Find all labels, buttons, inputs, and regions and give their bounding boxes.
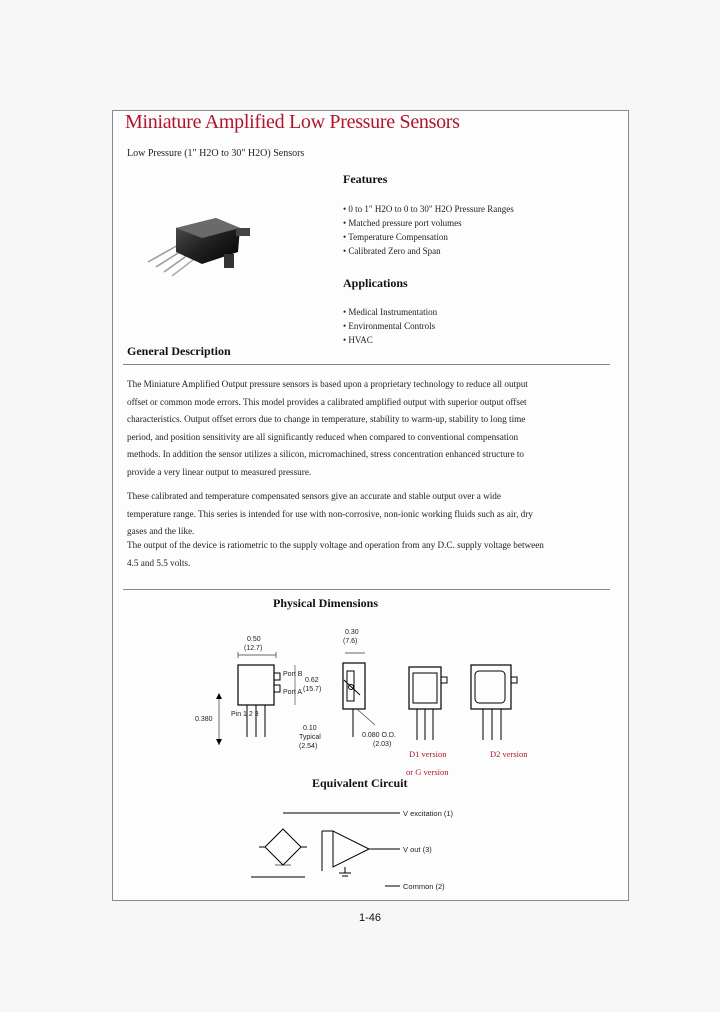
version-label-d1: D1 version bbox=[409, 749, 447, 759]
divider bbox=[123, 364, 610, 365]
applications-heading: Applications bbox=[343, 276, 408, 290]
dim-lead-length: 0.380 bbox=[195, 716, 213, 723]
description-paragraph: The Miniature Amplified Output pressure sensors is based upon a proprietary technology to reduce all output offset or common mode errors. This model provides a calibrated amplified output with superior output offset characteristics. Output offset errors due to change in temperature, stability to warm-up, stability to long time period, and position sensitivity are all significantly reduced when compared to conventional compensation methods. In addition the sensor utilizes a silicon, micromachined, stress concentration enhanced structure to provide a very linear output to measured pressure. bbox=[127, 379, 528, 477]
port-a-label: Port A bbox=[283, 689, 303, 696]
port-b-label: Port B bbox=[283, 671, 303, 678]
document-title: Miniature Amplified Low Pressure Sensors bbox=[125, 111, 460, 133]
general-description-heading: General Description bbox=[127, 344, 231, 358]
list-item: • Calibrated Zero and Span bbox=[343, 246, 441, 256]
equivalent-circuit-diagram bbox=[245, 805, 410, 890]
dim-width-mm: (12.7) bbox=[244, 645, 263, 652]
features-list bbox=[343, 202, 514, 258]
list-item: • HVAC bbox=[343, 335, 373, 345]
dim-typical: Typical bbox=[299, 734, 321, 741]
dim-width: 0.50 bbox=[247, 636, 261, 643]
circuit-label-common: Common (2) bbox=[403, 882, 445, 891]
dim-port-od-mm: (2.03) bbox=[373, 741, 392, 748]
dim-thickness-mm: (7.6) bbox=[343, 638, 358, 645]
applications-list bbox=[343, 305, 437, 347]
physical-dimensions-heading: Physical Dimensions bbox=[273, 596, 379, 610]
dim-pitch: 0.10 bbox=[303, 725, 317, 732]
circuit-label-vout: V out (3) bbox=[403, 845, 432, 854]
version-label-d2: D2 version bbox=[490, 749, 528, 759]
list-item: • Matched pressure port volumes bbox=[343, 218, 462, 228]
sensor-product-image bbox=[140, 210, 260, 280]
list-item: • Temperature Compensation bbox=[343, 232, 448, 242]
circuit-label-vexcitation: V excitation (1) bbox=[403, 809, 454, 818]
description-paragraph: The output of the device is ratiometric to the supply voltage and operation from any D.C. supply voltage between 4.5 and 5.5 volts. bbox=[127, 540, 544, 568]
dim-port-od: 0.080 O.D. bbox=[362, 732, 396, 739]
dim-pitch-mm: (2.54) bbox=[299, 743, 318, 750]
dim-thickness: 0.30 bbox=[345, 629, 359, 636]
list-item: • Medical Instrumentation bbox=[343, 307, 438, 317]
description-paragraph: These calibrated and temperature compensated sensors give an accurate and stable output over a wide temperature range. This series is intended for use with non-corrosive, non-ionic working fluids such as air, dry gases and the like. bbox=[127, 491, 533, 536]
divider bbox=[123, 589, 610, 590]
equivalent-circuit-heading: Equivalent Circuit bbox=[312, 776, 408, 790]
features-heading: Features bbox=[343, 172, 388, 186]
version-label-g: or G version bbox=[406, 767, 449, 777]
pin-label: Pin 1 2 3 bbox=[231, 711, 259, 718]
list-item: • Environmental Controls bbox=[343, 321, 436, 331]
list-item: • 0 to 1" H2O to 0 to 30" H2O Pressure Ranges bbox=[343, 204, 514, 214]
dim-height-mm: (15.7) bbox=[303, 686, 322, 693]
document-subtitle: Low Pressure (1" H2O to 30" H2O) Sensors bbox=[127, 148, 305, 159]
page-number: 1-46 bbox=[359, 912, 382, 924]
dim-height: 0.62 bbox=[305, 677, 319, 684]
